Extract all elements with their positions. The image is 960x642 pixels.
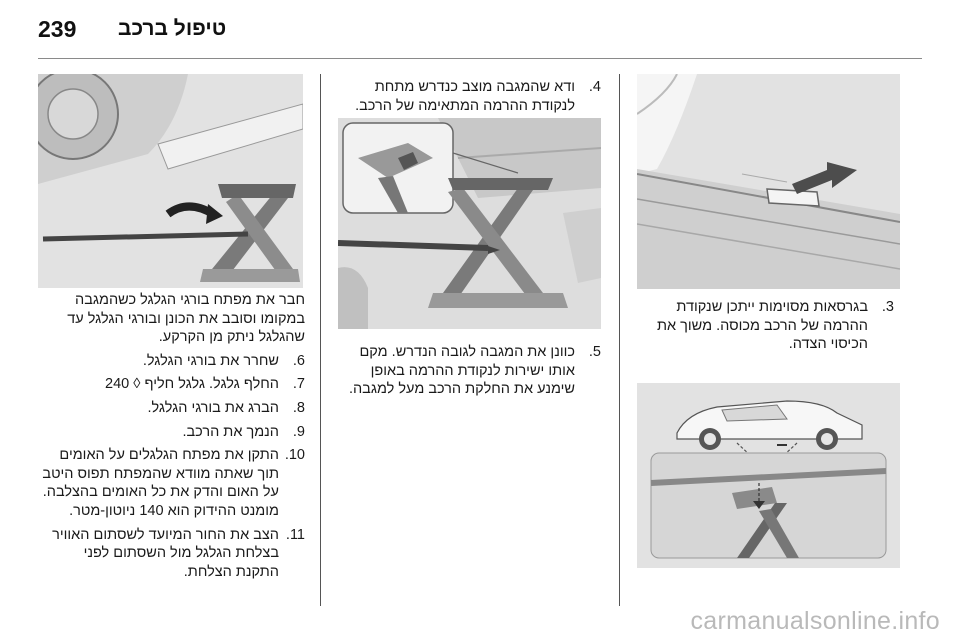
figure-lifting-point-cover bbox=[637, 74, 900, 289]
column-divider-left bbox=[320, 74, 321, 606]
step-4 bbox=[335, 78, 601, 115]
step-11 bbox=[38, 526, 305, 582]
page-title: טיפול ברכב bbox=[118, 17, 227, 40]
step-6 bbox=[38, 352, 305, 371]
step-3 bbox=[637, 298, 894, 354]
step-text: בגרסאות מסוימות ייתכן שנקודת ההרמה של הרכב מכוסה. משוך את הכיסוי הצדה. bbox=[656, 299, 868, 353]
page-number: 239 bbox=[38, 16, 77, 42]
middle-column-text-top bbox=[335, 78, 601, 120]
step-number: 4. bbox=[588, 79, 601, 95]
step-text: כוונן את המגבה לגובה הנדרש. מקם אותו ישירות לנקודת ההרמה באופן שימנע את החלקת הרכב מעל למגבה. bbox=[348, 344, 575, 398]
right-column-text bbox=[637, 298, 894, 359]
middle-column-text-bottom bbox=[335, 343, 601, 404]
step-number: 6. bbox=[292, 352, 305, 369]
figure-crank-wrench-on-jack bbox=[38, 74, 303, 288]
step-number: 3. bbox=[881, 299, 894, 315]
step-7 bbox=[38, 375, 305, 394]
step-text: ודא שהמגבה מוצב כנדרש מתחת לנקודת ההרמה המתאימה של הרכב. bbox=[355, 79, 575, 114]
step-8 bbox=[38, 399, 305, 418]
step-number: 10. bbox=[284, 447, 305, 464]
step-text: הברג את בורגי הגלגל. bbox=[147, 399, 279, 416]
step-text: חבר את מפתח בורגי הגלגל כשהמגבה במקומו וסובב את הכונן ובורגי הגלגל עד שהגלגל ניתק מן הקרקע. bbox=[67, 292, 305, 346]
watermark: carmanualsonline.info bbox=[690, 607, 940, 635]
step-9 bbox=[38, 423, 305, 442]
left-column-text bbox=[38, 291, 305, 586]
step-number: 8. bbox=[292, 399, 305, 416]
page-header bbox=[38, 14, 922, 54]
step-text: שחרר את בורגי הגלגל. bbox=[142, 352, 279, 369]
step-text: החלף גלגל. גלגל חליף ◊ 240 bbox=[105, 376, 279, 393]
step-number: 9. bbox=[292, 423, 305, 440]
step-5 bbox=[335, 343, 601, 399]
step-text: הנמך את הרכב. bbox=[182, 423, 279, 440]
step-intro bbox=[38, 291, 305, 347]
step-text: הצב את החור המיועד לשסתום האוויר בצלחת הגלגל מול השסתום לפני התקנת הצלחת. bbox=[52, 526, 279, 580]
figure-car-lifting-points bbox=[637, 383, 900, 568]
figure-jack-under-lifting-point bbox=[338, 118, 601, 329]
step-number: 11. bbox=[285, 526, 305, 543]
step-number: 5. bbox=[588, 344, 601, 360]
step-text: התקן את מפתח הגלגלים על האומים תוך שאתה מוודא שהמפתח תפוס היטב על האום והדק את כל האומים בהצלבה. מומנט ההידוק הוא 140 ניוטון-מטר. bbox=[42, 447, 279, 519]
column-divider-right bbox=[619, 74, 620, 606]
step-number: 7. bbox=[292, 376, 305, 393]
header-divider bbox=[38, 58, 922, 59]
step-10 bbox=[38, 446, 305, 520]
